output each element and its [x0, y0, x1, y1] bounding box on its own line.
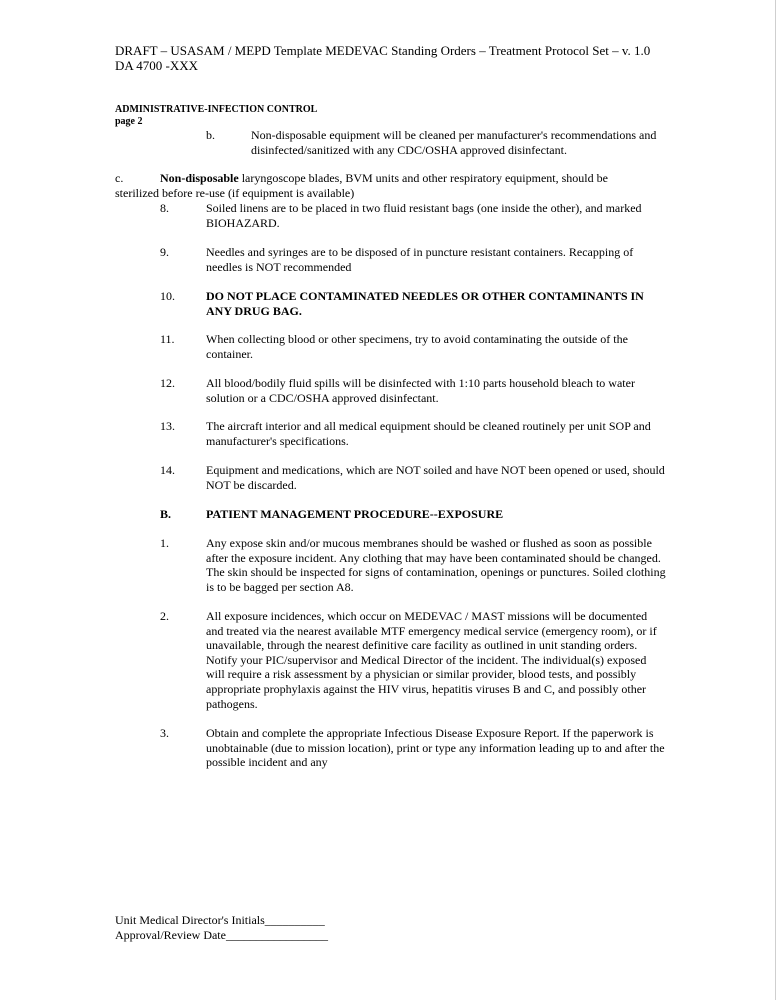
header-form-number: DA 4700 -XXX — [115, 58, 199, 73]
item-text: The aircraft interior and all medical equipment should be cleaned routinely per unit SOP and manufacturer's specifications. — [206, 419, 651, 448]
item-text: Equipment and medications, which are NOT soiled and have NOT been opened or used, should NOT be discarded. — [206, 463, 665, 492]
section-heading — [115, 104, 317, 128]
exposure-item-number: 1. — [160, 536, 169, 550]
item-text: All blood/bodily fluid spills will be disinfected with 1:10 parts household bleach to water solution or a CDC/OSHA approved disinfectant. — [206, 376, 635, 405]
item-number: 12. — [160, 376, 175, 390]
item-number: 11. — [160, 332, 175, 346]
section-b-title: PATIENT MANAGEMENT PROCEDURE--EXPOSURE — [206, 507, 504, 521]
item-number: 13. — [160, 419, 175, 433]
item-text: Soiled linens are to be placed in two fluid resistant bags (one inside the other), and marked BIOHAZARD. — [206, 201, 642, 230]
header-title: DRAFT – USASAM / MEPD Template MEDEVAC Standing Orders – Treatment Protocol Set – v. 1.0 — [115, 43, 651, 58]
item-number: 14. — [160, 463, 175, 477]
exposure-item-number: 2. — [160, 609, 169, 623]
page-number: page 2 — [115, 116, 143, 127]
exposure-item-number: 3. — [160, 726, 169, 740]
item-c-text: laryngoscope blades, BVM units and other respiratory equipment, should be sterilized before re-use (if equipment is available) — [115, 171, 608, 200]
section-title: ADMINISTRATIVE-INFECTION CONTROL — [115, 104, 318, 115]
section-b-label: B. — [160, 507, 172, 521]
item-c-paragraph — [115, 171, 645, 200]
director-initials-line: Unit Medical Director's Initials__________ — [115, 913, 325, 927]
item-b-text: Non-disposable equipment will be cleaned per manufacturer's recommendations and disinfected/sanitized with any CDC/OSHA approved disinfectant. — [251, 128, 657, 157]
item-text: When collecting blood or other specimens, try to avoid contaminating the outside of the container. — [206, 332, 628, 361]
item-text-warning: DO NOT PLACE CONTAMINATED NEEDLES OR OTHER CONTAMINANTS IN ANY DRUG BAG. — [206, 289, 644, 318]
item-c-bold: Non-disposable — [160, 171, 239, 185]
approval-date-line: Approval/Review Date_________________ — [115, 928, 328, 942]
item-b-label: b. — [206, 128, 215, 142]
item-number: 9. — [160, 245, 169, 259]
document-header — [115, 43, 650, 73]
item-c-label: c. — [115, 171, 124, 185]
item-text: Needles and syringes are to be disposed of in puncture resistant containers. Recapping of needles is NOT recommended — [206, 245, 634, 274]
item-number: 8. — [160, 201, 169, 215]
exposure-item-text: All exposure incidences, which occur on MEDEVAC / MAST missions will be documented and treated via the nearest available MTF emergency medical service (emergency room), or if unavailable, through the nearest definitive care facility as outlined in unit standing orders. Notify your PIC/supervisor and Medical Director of the incident. The individual(s) exposed will require a risk assessment by a physician or similar provider, blood tests, and possibly appropriate prophylaxis against the HIV virus, hepatitis viruses B and C, and possibly other pathogens. — [206, 609, 657, 711]
exposure-item-text: Any expose skin and/or mucous membranes should be washed or flushed as soon as possible after the exposure incident. Any clothing that may have been contaminated should be changed. The skin should be inspected for signs of contamination, openings or punctures. Soiled clothing is to be bagged per section A8. — [206, 536, 666, 594]
exposure-item-text: Obtain and complete the appropriate Infectious Disease Exposure Report. If the paperwork is unobtainable (due to mission location), print or type any information leading up to and after the possible incident and any — [206, 726, 665, 770]
item-number: 10. — [160, 289, 175, 303]
